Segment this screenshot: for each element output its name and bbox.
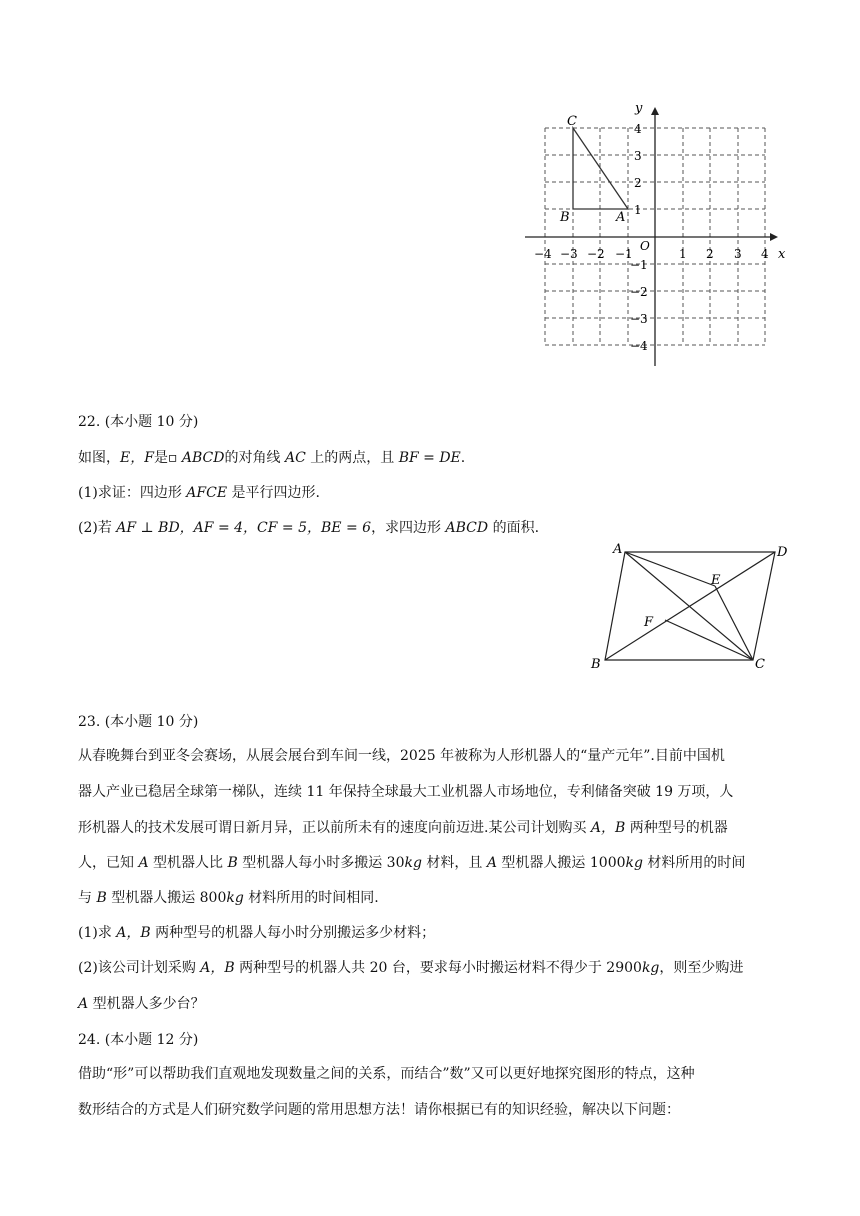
svg-text:−4: −4 <box>534 247 552 261</box>
q23-text-line-2: 器人产业已稳居全球第一梯队，连续 11 年保持全球最大工业机器人市场地位，专利储备突破 19 万项，人 <box>78 784 734 800</box>
q23-text-line-1: 从春晚舞台到亚冬会赛场，从展会展台到车间一线，2025 年被称为人形机器人的“量产元年”.目前中国机 <box>78 748 725 764</box>
q24-text-line-2: 数形结合的方式是人们研究数学问题的常用思想方法！请你根据已有的知识经验，解决以下问题： <box>78 1102 680 1118</box>
svg-text:3: 3 <box>734 247 742 261</box>
svg-text:1: 1 <box>679 247 687 261</box>
vertex-label-c: C <box>755 657 765 672</box>
svg-text:−1: −1 <box>615 247 633 261</box>
point-label-c: C <box>567 114 577 129</box>
axes <box>525 107 778 366</box>
q23-part1: (1)求 A，B 两种型号的机器人每小时分别搬运多少材料； <box>78 925 436 941</box>
triangle-abc <box>573 128 628 209</box>
svg-text:−2: −2 <box>587 247 605 261</box>
q23-part2-cont: A 型机器人多少台？ <box>78 996 205 1012</box>
point-label-a: A <box>616 210 626 225</box>
q24-header: 24. (本小题 12 分) <box>78 1032 199 1048</box>
point-label-b: B <box>560 210 570 225</box>
q22-part1: (1)求证：四边形 AFCE 是平行四边形. <box>78 485 320 501</box>
svg-text:−2: −2 <box>630 285 648 299</box>
origin-label: O <box>640 239 650 253</box>
q23-text-line-4: 人，已知 A 型机器人比 B 型机器人每小时多搬运 30kg 材料，且 A 型机器人搬运 1000kg 材料所用的时间 <box>78 855 746 871</box>
svg-text:3: 3 <box>634 149 642 163</box>
point-label-e: E <box>711 573 721 588</box>
q23-part2: (2)该公司计划采购 A，B 两种型号的机器人共 20 台，要求每小时搬运材料不得少于 2900kg，则至少购进 <box>78 960 744 976</box>
svg-text:−3: −3 <box>560 247 578 261</box>
svg-text:4: 4 <box>761 247 769 261</box>
coordinate-grid-figure <box>520 98 800 373</box>
q22-stem: 如图，E，F是▫ ABCD的对角线 AC 上的两点，且 BF = DE. <box>78 450 466 466</box>
q23-text-line-5: 与 B 型机器人搬运 800kg 材料所用的时间相同. <box>78 890 379 906</box>
q22-header: 22. (本小题 10 分) <box>78 414 199 430</box>
x-axis-label: x <box>778 247 786 262</box>
svg-text:−3: −3 <box>630 312 648 326</box>
q24-text-line-1: 借助“形”可以帮助我们直观地发现数量之间的关系，而结合”数”又可以更好地探究图形的特点，这种 <box>78 1066 695 1082</box>
q23-header: 23. (本小题 10 分) <box>78 714 199 730</box>
point-label-f: F <box>644 615 654 630</box>
vertex-label-a: A <box>613 542 623 557</box>
y-axis-label: y <box>635 101 643 116</box>
parallelogram-figure <box>585 538 800 673</box>
svg-text:−4: −4 <box>630 339 648 353</box>
q22-part2: (2)若 AF ⊥ BD，AF = 4，CF = 5，BE = 6，求四边形 ABCD 的面积. <box>78 520 540 536</box>
svg-text:4: 4 <box>634 122 642 136</box>
vertex-label-d: D <box>777 545 788 560</box>
vertex-label-b: B <box>591 657 601 672</box>
x-tick-labels <box>534 247 769 261</box>
svg-text:2: 2 <box>706 247 714 261</box>
svg-text:−1: −1 <box>630 258 648 272</box>
svg-text:2: 2 <box>634 176 642 190</box>
svg-text:1: 1 <box>634 203 642 217</box>
q23-text-line-3: 形机器人的技术发展可谓日新月异，正以前所未有的速度向前迈进.某公司计划购买 A，B 两种型号的机器 <box>78 820 728 836</box>
